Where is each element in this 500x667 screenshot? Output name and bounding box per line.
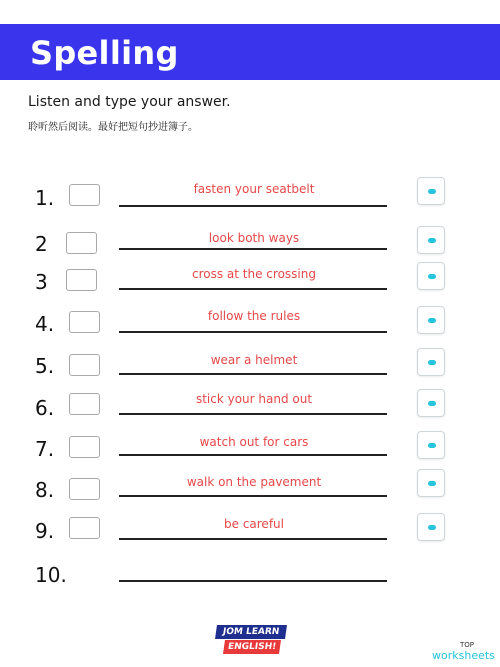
question-number: 4.	[35, 312, 55, 336]
question-row	[0, 390, 500, 430]
audio-play-button[interactable]	[417, 306, 445, 334]
audio-play-button[interactable]	[417, 348, 445, 376]
answer-checkbox[interactable]	[69, 436, 100, 458]
title-banner	[0, 24, 500, 80]
question-number: 9.	[35, 519, 55, 543]
answer-line	[119, 373, 387, 375]
answer-line	[119, 331, 387, 333]
instructions-chinese: 聆听然后阅读。最好把短句抄进簿子。	[28, 122, 198, 133]
audio-play-icon	[428, 318, 436, 323]
question-row	[0, 431, 500, 471]
answer-checkbox[interactable]	[69, 517, 100, 539]
audio-play-icon	[428, 481, 436, 486]
question-row	[0, 472, 500, 512]
answer-text[interactable]: fasten your seatbelt	[193, 182, 315, 196]
jom-learn-english-logo	[216, 625, 286, 655]
watermark-top: TOP	[460, 641, 475, 649]
answer-checkbox[interactable]	[69, 354, 100, 376]
answer-checkbox[interactable]	[69, 184, 100, 206]
question-number: 7.	[35, 437, 55, 461]
question-number: 2	[35, 232, 48, 256]
logo-line-2: ENGLISH!	[223, 640, 281, 654]
question-row	[0, 348, 500, 388]
answer-checkbox[interactable]	[66, 232, 97, 254]
question-number: 6.	[35, 396, 55, 420]
answer-line	[119, 538, 387, 540]
audio-play-button[interactable]	[417, 177, 445, 205]
page-title: Spelling	[30, 34, 179, 72]
answer-text[interactable]: be careful	[224, 517, 284, 531]
question-row	[0, 306, 500, 346]
audio-play-button[interactable]	[417, 226, 445, 254]
audio-play-icon	[428, 189, 436, 194]
watermark-bottom: worksheets	[432, 649, 495, 662]
answer-text[interactable]: cross at the crossing	[192, 267, 316, 281]
question-number: 8.	[35, 478, 55, 502]
answer-text[interactable]: wear a helmet	[210, 353, 298, 367]
answer-line	[119, 288, 387, 290]
answer-line	[119, 248, 387, 250]
audio-play-button[interactable]	[417, 513, 445, 541]
audio-play-icon	[428, 238, 436, 243]
question-number: 10.	[35, 563, 67, 587]
question-row	[0, 226, 500, 266]
audio-play-icon	[428, 274, 436, 279]
answer-line	[119, 413, 387, 415]
answer-checkbox[interactable]	[69, 393, 100, 415]
question-number: 3	[35, 270, 48, 294]
question-row	[0, 513, 500, 553]
answer-checkbox[interactable]	[66, 269, 97, 291]
answer-line	[119, 495, 387, 497]
question-row	[0, 264, 500, 304]
audio-play-icon	[428, 401, 436, 406]
audio-play-icon	[428, 360, 436, 365]
answer-text[interactable]: walk on the pavement	[186, 475, 322, 489]
answer-line	[119, 454, 387, 456]
answer-line	[119, 580, 387, 582]
question-row	[0, 180, 500, 220]
question-number: 1.	[35, 186, 55, 210]
audio-play-icon	[428, 525, 436, 530]
answer-text[interactable]: stick your hand out	[195, 392, 313, 406]
answer-text[interactable]: look both ways	[208, 231, 300, 245]
audio-play-button[interactable]	[417, 262, 445, 290]
answer-text[interactable]: watch out for cars	[199, 435, 309, 449]
question-number: 5.	[35, 354, 55, 378]
audio-play-button[interactable]	[417, 431, 445, 459]
topworksheets-watermark	[432, 641, 498, 662]
question-row	[0, 557, 500, 597]
audio-play-icon	[428, 443, 436, 448]
audio-play-button[interactable]	[417, 389, 445, 417]
answer-text[interactable]: follow the rules	[207, 309, 301, 323]
answer-checkbox[interactable]	[69, 311, 100, 333]
instructions-english: Listen and type your answer.	[28, 94, 231, 110]
answer-checkbox[interactable]	[69, 478, 100, 500]
logo-line-1: JOM LEARN	[215, 625, 287, 639]
answer-line	[119, 205, 387, 207]
audio-play-button[interactable]	[417, 469, 445, 497]
